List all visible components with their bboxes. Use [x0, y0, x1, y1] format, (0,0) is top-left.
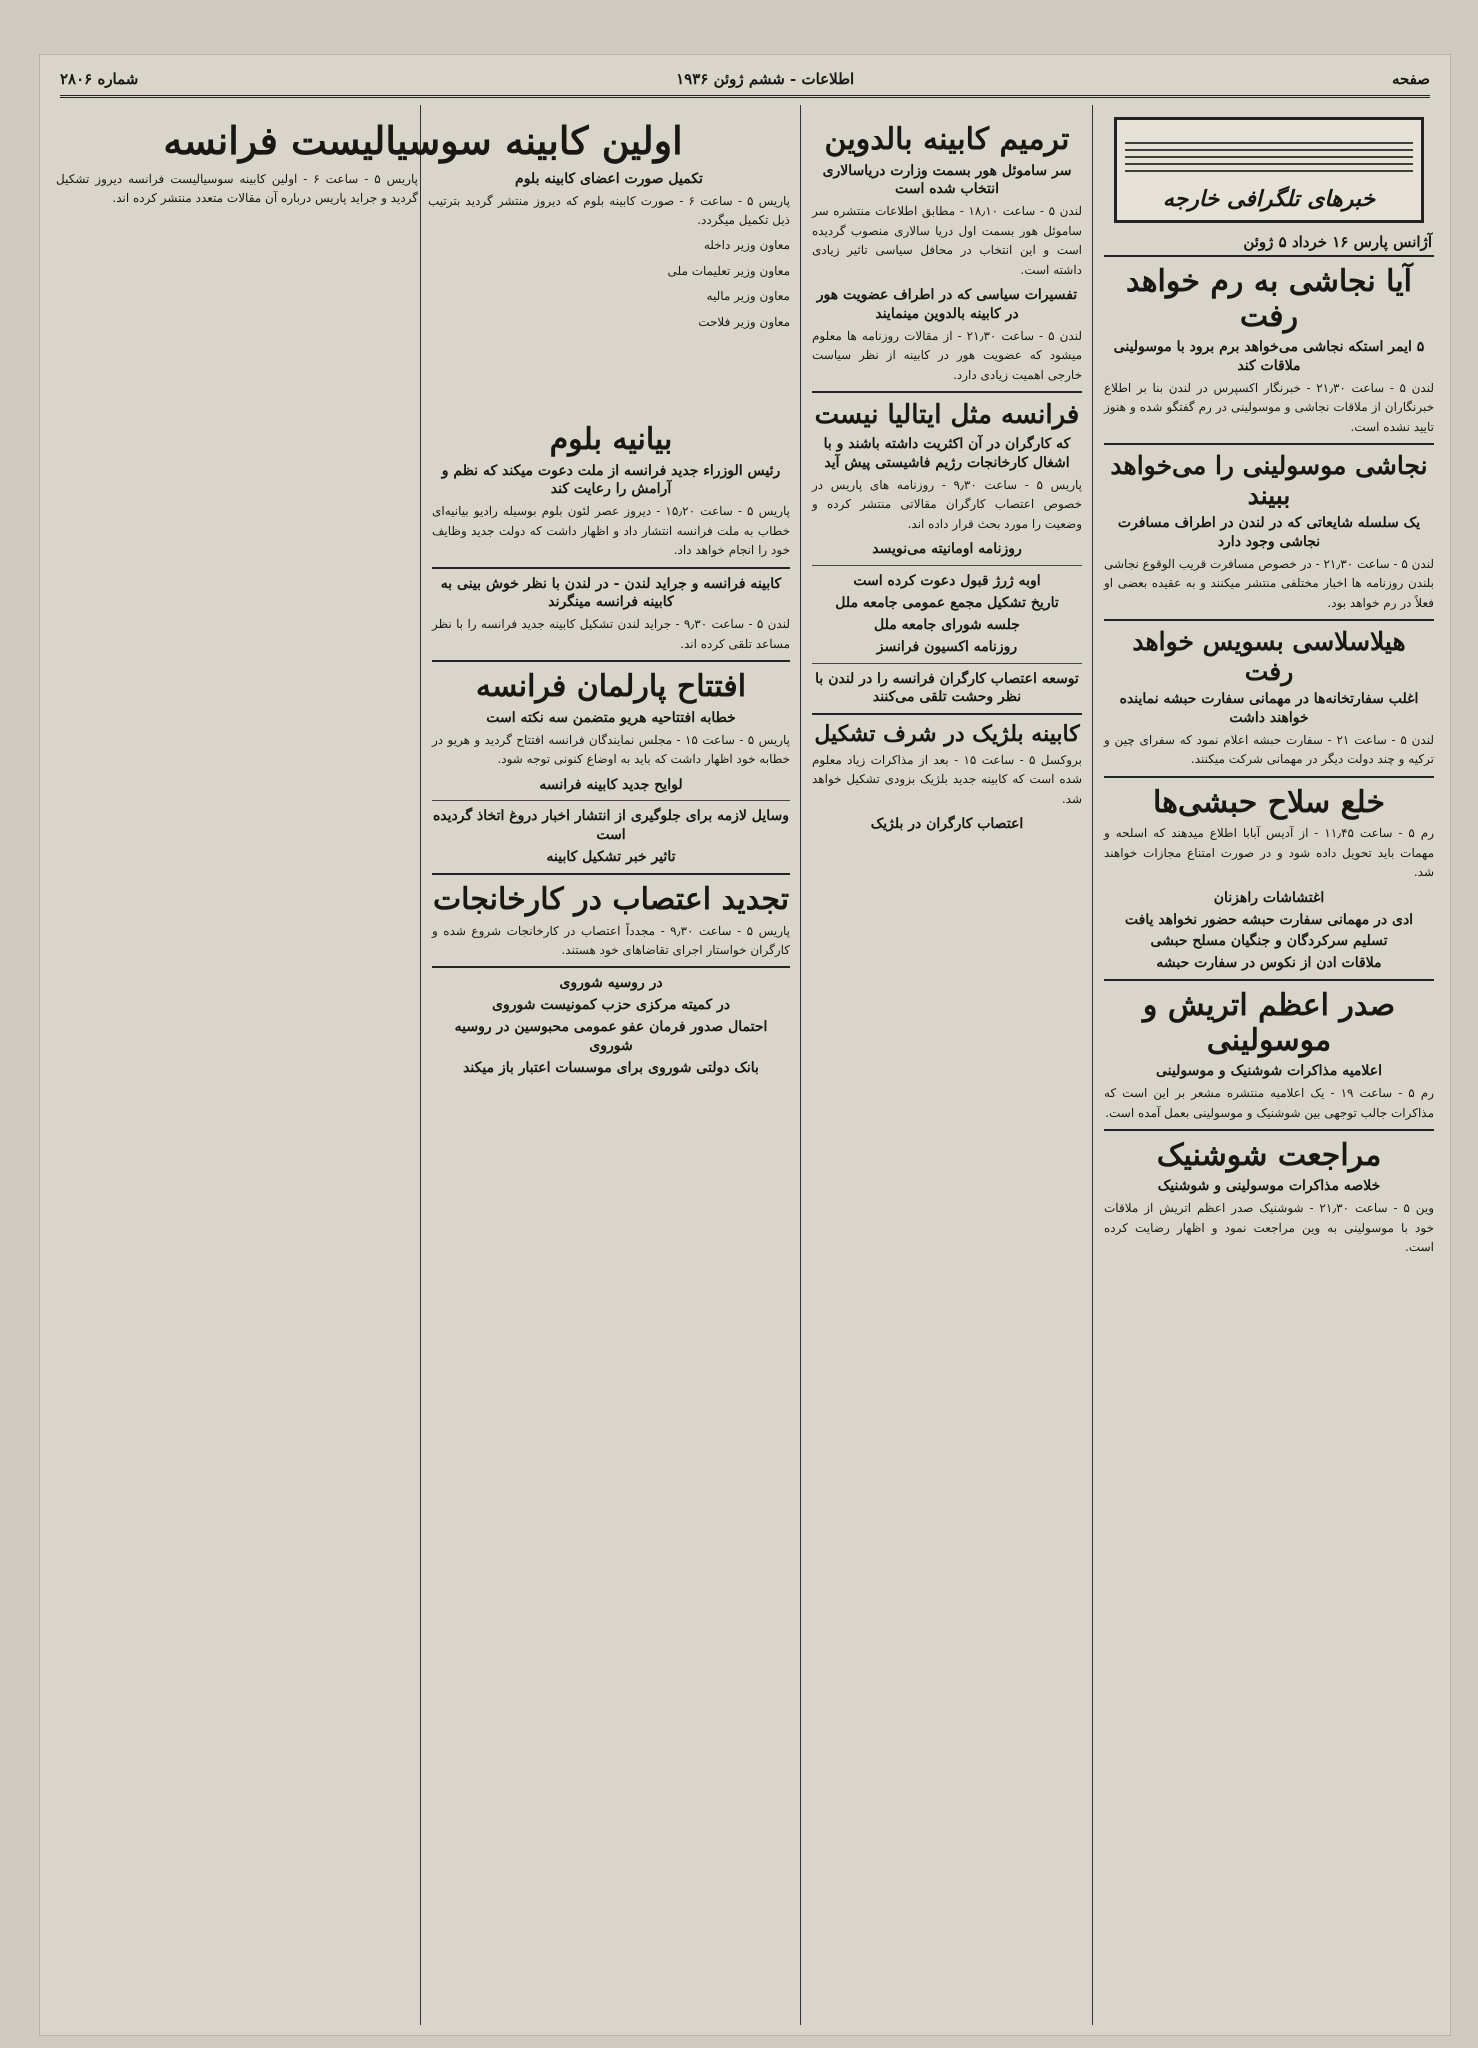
- top-banner-story: [50, 105, 796, 338]
- subhead-morning: اوبه ژرژ قبول دعوت کرده است: [853, 573, 1041, 589]
- subhead-commanders: تسلیم سرکردگان و جنگیان مسلح حبشی: [1150, 933, 1388, 950]
- article-france-italy: پاریس ۵ - ساعت ۹٫۳۰ - روزنامه های پاریس در خصوص اعتصاب کارگران مقالاتی منتشر کرده و وضعیت را مورد بحث قرار داده اند.: [812, 477, 1082, 531]
- headline-disarm: خلع سلاح حبشی‌ها: [1152, 784, 1386, 820]
- headline-belgium: کابینه بلژیک در شرف تشکیل: [814, 721, 1080, 748]
- subhead-lvoeuvre: روزنامه اکسیون فرانسز: [876, 638, 1018, 655]
- section-logo: [1114, 117, 1424, 223]
- article-parliament: پاریس ۵ - ساعت ۱۵ - مجلس نمایندگان فرانسه افتتاح گردید و هریو در خطابه خود اظهار داشت که باید به اوضاع کنونی توجه شود.: [432, 732, 791, 767]
- column-rule: [1092, 105, 1093, 2025]
- subhead-russia: در روسیه شوروی: [559, 975, 663, 992]
- article-selassie-swiss: لندن ۵ - ساعت ۲۱ - سفارت حبشه اعلام نمود که سفرای چین و ترکیه و چند دولت دیگر در مهمانی شرکت میکنند.: [1104, 732, 1434, 767]
- subhead-ideas: ملاقات ادن از نکوس در سفارت حبشه: [1156, 955, 1382, 972]
- first-cabinet-left: [428, 167, 790, 339]
- subhead-parliament: خطابه افتتاحیه هریو متضمن سه نکته است: [486, 709, 736, 726]
- telegraph-lines-graphic: [1125, 142, 1413, 176]
- subhead-bills: لوایح جدید کابینه فرانسه: [539, 776, 683, 793]
- headline-first-cabinet: اولین کابینه سوسیالیست فرانسه: [163, 118, 683, 163]
- page-label: صفحه: [1391, 70, 1430, 88]
- divider: [812, 391, 1082, 393]
- subhead-press: روزنامه اومانیته می‌نویسد: [872, 541, 1022, 558]
- cabinet-role-1: معاون وزیر داخله: [703, 238, 790, 253]
- headline-france-italy: فرانسه مثل ایتالیا نیست: [814, 400, 1080, 431]
- subhead-france-italy: که کارگران در آن اکثریت داشته باشند و با اشغال کارخانجات رژیم فاشیستی پیش آید: [823, 436, 1071, 471]
- column-foreign-news: [1098, 105, 1440, 2025]
- headline-baldwin: ترمیم کابینه بالدوین: [824, 122, 1070, 157]
- headline-strikes: تجدید اعتصاب در کارخانجات: [432, 882, 790, 918]
- article-austria: رم ۵ - ساعت ۱۹ - یک اعلامیه منتشره مشعر بر این است که مذاکرات جالب توجهی بین شوشنیک و موسولینی بعمل آمده است.: [1104, 1086, 1435, 1120]
- divider: [812, 713, 1082, 715]
- article-negus-mussolini: لندن ۵ - ساعت ۲۱٫۳۰ - در خصوص مسافرت قریب الوقوع نجاشی بلندن روزنامه ها اخبار مختلفی منتشر میکنند و به عقیده بعضی او فعلاً در رم خواهد بود.: [1104, 556, 1435, 610]
- newspaper-page: [40, 55, 1450, 2035]
- subhead-london-press: کابینه فرانسه و جراید لندن - در لندن با نظر خوش بینی به کابینه فرانسه مینگرند: [440, 575, 782, 611]
- article-schuschnigg: وین ۵ - ساعت ۲۱٫۳۰ - شوشنیک صدر اعظم اتریش از ملاقات خود با موسولینی به وین مراجعت نمود و اظهار رضایت کرده است.: [1104, 1201, 1434, 1255]
- subhead-selassie-swiss: اغلب سفارتخانه‌ها در مهمانی سفارت حبشه نماینده خواهند داشت: [1119, 691, 1419, 727]
- column-britain-france: [806, 105, 1088, 2025]
- cabinet-role-3: معاون وزیر مالیه: [706, 289, 790, 304]
- column-rule: [420, 105, 421, 2025]
- headline-negus-mussolini: نجاشی موسولینی را می‌خواهد ببیند: [1110, 451, 1428, 511]
- cabinet-role-2: معاون وزیر تعلیمات ملی: [667, 263, 790, 278]
- divider: [1104, 979, 1434, 981]
- subhead-blum: رئیس الوزراء جدید فرانسه از ملت دعوت میکند که نظم و آرامش را رعایت کند: [441, 462, 781, 498]
- issue-number: شماره ۲۸۰۶: [60, 70, 139, 88]
- subhead-strike-london: توسعه اعتصاب کارگران فرانسه را در لندن با نظر وحشت تلقی می‌کنند: [815, 670, 1079, 706]
- article-first-cabinet: پاریس ۵ - ساعت ۶ - اولین کابینه سوسیالیست فرانسه دیروز تشکیل گردید و جراید پاریس درباره آن مقالات متعدد منتشر کرده اند.: [56, 171, 418, 206]
- divider: [812, 565, 1082, 566]
- article-blum: پاریس ۵ - ساعت ۱۵٫۲۰ - دیروز عصر لئون بلوم بوسیله رادیو بیانیه‌ای خطاب به ملت فرانسه انتشار داد و اظهار داشت که دولت جدید وظایف خود را انجام خواهد داد.: [432, 504, 790, 558]
- masthead-center: اطلاعات - ششم ژوئن ۱۹۳۶: [676, 70, 855, 88]
- headline-parliament: افتتاح پارلمان فرانسه: [475, 669, 747, 705]
- subhead-austria: اعلامیه مذاکرات شوشنیک و موسولینی: [1155, 1063, 1383, 1080]
- subhead-council: جلسه شورای جامعه ملل: [874, 616, 1020, 633]
- subhead-measures: وسایل لازمه برای جلوگیری از انتشار اخبار دروغ اتخاذ گردیده است: [432, 808, 790, 844]
- subhead-effect: تاثیر خبر تشکیل کابینه: [546, 849, 676, 866]
- subhead-hoare: سر ساموئل هور بسمت وزارت دریاسالاری انتخاب شده است: [822, 162, 1072, 198]
- article-hoare: لندن ۵ - ساعت ۱۸٫۱۰ - مطابق اطلاعات منتشره سر ساموئل هور بسمت اول دریا سالاری منصوب گردیده است و این انتخاب در محافل سیاسی تاثیر زیادی داشته است.: [812, 204, 1083, 277]
- subhead-bandits: اغتشاشات راهزنان: [1213, 889, 1325, 906]
- headline-austria: صدر اعظم اتریش و موسولینی: [1142, 988, 1396, 1058]
- headline-selassie-swiss: هیلاسلاسی بسویس خواهد رفت: [1132, 627, 1406, 687]
- divider: [432, 660, 790, 662]
- divider: [1104, 776, 1434, 778]
- subhead-interpretations: تفسیرات سیاسی که در اطراف عضویت هور در کابینه بالدوین مینمایند: [816, 287, 1078, 322]
- article-belgium: بروکسل ۵ - ساعت ۱۵ - بعد از مذاکرات زیاد معلوم شده است که کابینه جدید بلژیک بزودی تشکیل خواهد شد.: [812, 752, 1083, 806]
- article-london-press: لندن ۵ - ساعت ۹٫۳۰ - جراید لندن تشکیل کابینه جدید فرانسه را با نظر مساعد تلقی کرده اند.: [432, 617, 791, 651]
- article-negus-rome: لندن ۵ - ساعت ۲۱٫۳۰ - خبرنگار اکسپرس در لندن بنا بر اطلاع خبرنگاران از ملاقات نجاشی و موسولینی در رم گفتگو شده و هنوز تایید نشده است.: [1104, 380, 1434, 434]
- section-logo-title: خبرهای تلگرافی خارجه: [1162, 186, 1376, 212]
- subhead-bank: بانک دولتی شوروی برای موسسات اعتبار باز میکند: [463, 1060, 759, 1077]
- column-france: [426, 415, 796, 2025]
- subhead-assembly: تاریخ تشکیل مجمع عمومی جامعه ملل: [835, 594, 1059, 611]
- subhead-belgian-strike: اعتصاب کارگران در بلژیک: [870, 816, 1024, 833]
- headline-blum: بیانیه بلوم: [549, 422, 673, 457]
- article-interpretations: لندن ۵ - ساعت ۲۱٫۳۰ - از مقالات روزنامه ها معلوم میشود که عضویت هور در کابینه از نظر سیاست خارجی اهمیت زیادی دارد.: [812, 328, 1083, 382]
- subhead-schuschnigg: خلاصه مذاکرات موسولینی و شوشنیک: [1157, 1178, 1381, 1195]
- divider: [812, 663, 1082, 664]
- masthead: [60, 63, 1430, 98]
- first-cabinet-body: [56, 167, 790, 339]
- subhead-complete: تکمیل صورت اعضای کابینه بلوم: [515, 170, 703, 187]
- headline-schuschnigg: مراجعت شوشنیک: [1156, 1137, 1382, 1173]
- column-rule: [800, 105, 801, 2025]
- subhead-negus-rome: ۵ ایمر استکه نجاشی می‌خواهد برم برود با موسولینی ملاقات کند: [1113, 339, 1425, 374]
- divider: [1104, 619, 1434, 621]
- first-cabinet-right: [56, 167, 418, 339]
- article-strikes: پاریس ۵ - ساعت ۹٫۳۰ - مجدداً اعتصاب در کارخانجات شروع شده و کارگران خواستار اجرای تقاضاهای خود هستند.: [432, 923, 791, 958]
- cabinet-role-4: معاون وزیر فلاحت: [698, 314, 790, 329]
- subhead-rights: احتمال صدور فرمان عفو عمومی محبوسین در روسیه شوروی: [454, 1019, 768, 1055]
- divider: [1104, 1129, 1434, 1131]
- divider: [432, 567, 790, 569]
- subhead-abroad: ادی در مهمانی سفارت حبشه حضور نخواهد یافت: [1124, 911, 1414, 928]
- divider: [432, 873, 790, 875]
- subhead-soviet: در کمیته مرکزی حزب کمونیست شوروی: [492, 997, 730, 1014]
- dateline: آژانس پارس ۱۶ خرداد ۵ ژوئن: [1104, 229, 1434, 257]
- article-disarm: رم ۵ - ساعت ۱۱٫۴۵ - از آدیس آبابا اطلاع میدهند که اسلحه و مهمات باید تحویل داده شود و در صورت امتناع مجازات خواهند شد.: [1104, 826, 1434, 880]
- divider: [432, 800, 790, 801]
- headline-negus-rome: آیا نجاشی به رم خواهد رفت: [1125, 264, 1413, 334]
- divider: [432, 966, 790, 968]
- divider: [1104, 443, 1434, 445]
- article-complete: پاریس ۵ - ساعت ۶ - صورت کابینه بلوم که دیروز منتشر گردید بترتیب ذیل تکمیل میگردد.: [428, 193, 791, 228]
- subhead-negus-mussolini: یک سلسله شایعاتی که در لندن در اطراف مسافرت نجاشی وجود دارد: [1117, 515, 1421, 550]
